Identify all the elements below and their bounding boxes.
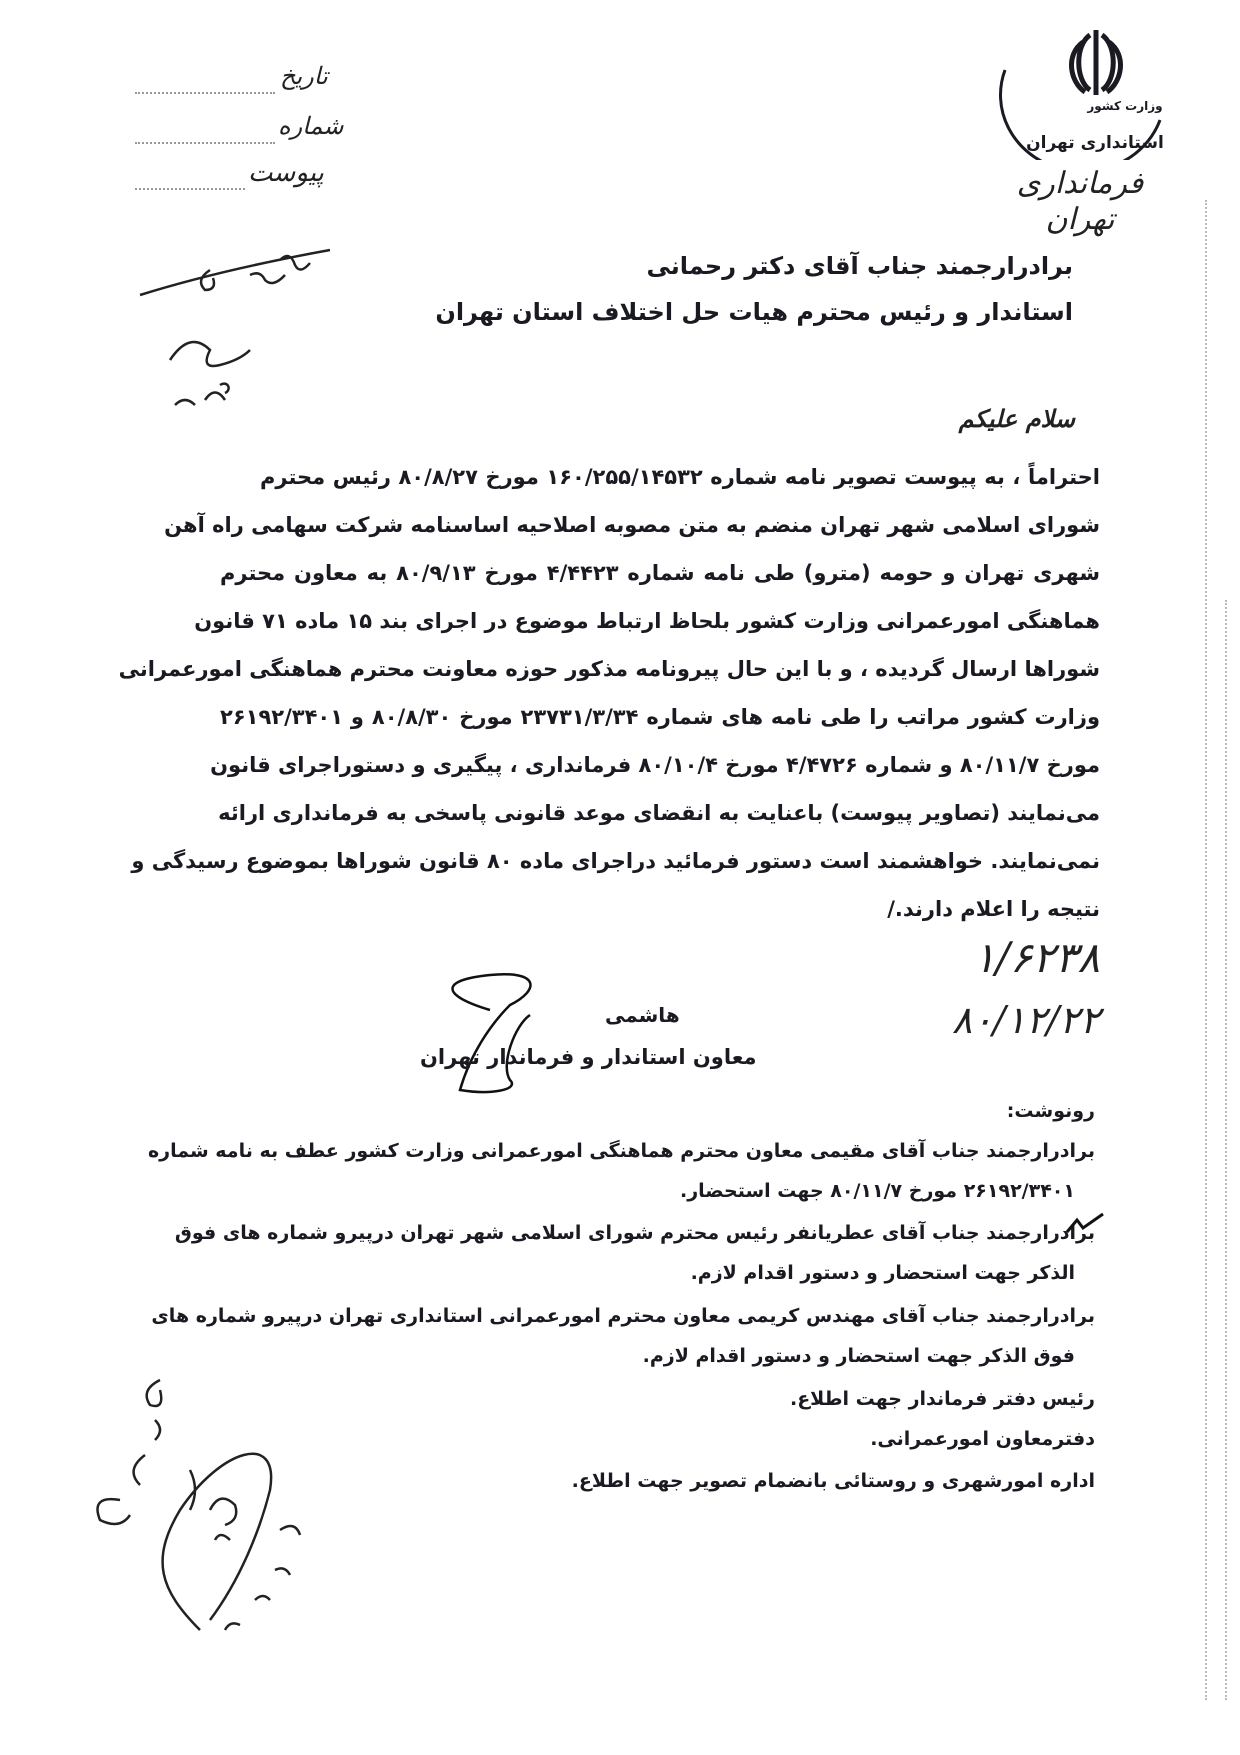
date-label: تاریخ <box>280 62 328 90</box>
attachment-field <box>135 188 245 190</box>
body-line: نمی‌نمایند. خواهشمند است دستور فرمائید دراجرای ماده ۸۰ قانون شوراها بموضوع رسیدگی و <box>131 849 1100 873</box>
emblem-icon <box>985 20 1175 160</box>
greeting: سلام علیکم <box>958 404 1075 433</box>
body-line: وزارت کشور مراتب را طی نامه های شماره ۲۳۷۳۱/۳/۳۴ مورخ ۸۰/۸/۳۰ و ۲۶۱۹۲/۳۴۰۱ <box>220 705 1100 729</box>
letterhead-logo <box>985 20 1175 238</box>
body-line: هماهنگی امورعمرانی وزارت کشور بلحاظ ارتباط موضوع در اجرای بند ۱۵ ماده ۷۱ قانون <box>194 609 1100 633</box>
body-line: شهری تهران و حومه (مترو) طی نامه شماره ۴/۴۴۲۳ مورخ ۸۰/۹/۱۳ به معاون محترم <box>220 561 1101 585</box>
scan-noise <box>1205 200 1207 1700</box>
cc-item: برادرارجمند جناب آقای مقیمی معاون محترم هماهنگی امورعمرانی وزارت کشور عطف به نامه شماره <box>147 1140 1095 1162</box>
body-line: مورخ ۸۰/۱۱/۷ و شماره ۴/۴۷۲۶ مورخ ۸۰/۱۰/۴ فرمانداری ، پیگیری و دستوراجرای قانون <box>210 753 1100 777</box>
cc-item-continued: الذکر جهت استحضار و دستور اقدام لازم. <box>690 1262 1075 1284</box>
number-label: شماره <box>278 112 344 140</box>
cc-item: رئیس دفتر فرماندار جهت اطلاع. <box>789 1388 1095 1410</box>
addressee-line-2: استاندار و رئیس محترم هیات حل اختلاف استان تهران <box>435 298 1073 326</box>
addressee-line-1: برادرارجمند جناب آقای دکتر رحمانی <box>646 252 1073 280</box>
body-line: می‌نمایند (تصاویر پیوست) باعنایت به انقضای موعد قانونی پاسخی به فرمانداری ارائه <box>218 801 1100 825</box>
scan-noise <box>1225 600 1227 1700</box>
cc-item-continued: فوق الذکر جهت استحضار و دستور اقدام لازم. <box>642 1345 1075 1367</box>
signature <box>430 965 630 1105</box>
emblem-text: وزارت کشور <box>1087 99 1163 113</box>
cc-item: اداره امورشهری و روستائی بانضمام تصویر جهت اطلاع. <box>571 1470 1095 1492</box>
cc-item: برادرارجمند جناب آقای مهندس کریمی معاون محترم امورعمرانی استانداری تهران درپیرو شماره های <box>151 1305 1095 1327</box>
signatory-title: معاون استاندار و فرماندار تهران <box>420 1045 757 1069</box>
date-field <box>135 92 275 94</box>
signatory-name: هاشمی <box>605 1003 680 1027</box>
body-line: شوراها ارسال گردیده ، و با این حال پیرونامه مذکور حوزه معاونت محترم هماهنگی امورعمرانی <box>118 657 1100 681</box>
registration-number: ۱/۶۲۳۸ <box>973 933 1100 982</box>
check-mark-icon <box>1065 1212 1105 1242</box>
body-line: شورای اسلامی شهر تهران منضم به متن مصوبه اصلاحیه اساسنامه شرکت سهامی راه آهن <box>164 513 1100 537</box>
registration-date: ۸۰/۱۲/۲۲ <box>951 998 1100 1042</box>
cc-item: برادرارجمند جناب آقای عطریانفر رئیس محترم شورای اسلامی شهر تهران درپیرو شماره های فوق <box>174 1222 1095 1244</box>
cc-item-continued: ۲۶۱۹۲/۳۴۰۱ مورخ ۸۰/۱۱/۷ جهت استحضار. <box>680 1180 1075 1202</box>
margin-handwriting <box>100 240 340 460</box>
cc-heading: رونوشت: <box>1006 1100 1095 1122</box>
number-field <box>135 142 275 144</box>
body-line: احتراماً ، به پیوست تصویر نامه شماره ۱۶۰/۲۵۵/۱۴۵۳۲ مورخ ۸۰/۸/۲۷ رئیس محترم <box>260 465 1100 489</box>
attachment-label: پیوست <box>248 158 324 188</box>
body-line: نتیجه را اعلام دارند./ <box>887 897 1100 921</box>
cc-item: دفترمعاون امورعمرانی. <box>870 1428 1095 1450</box>
office-name: فرمانداری تهران <box>1016 166 1144 238</box>
margin-handwriting <box>40 1360 340 1660</box>
emblem-text: استانداری تهران <box>1026 133 1164 153</box>
